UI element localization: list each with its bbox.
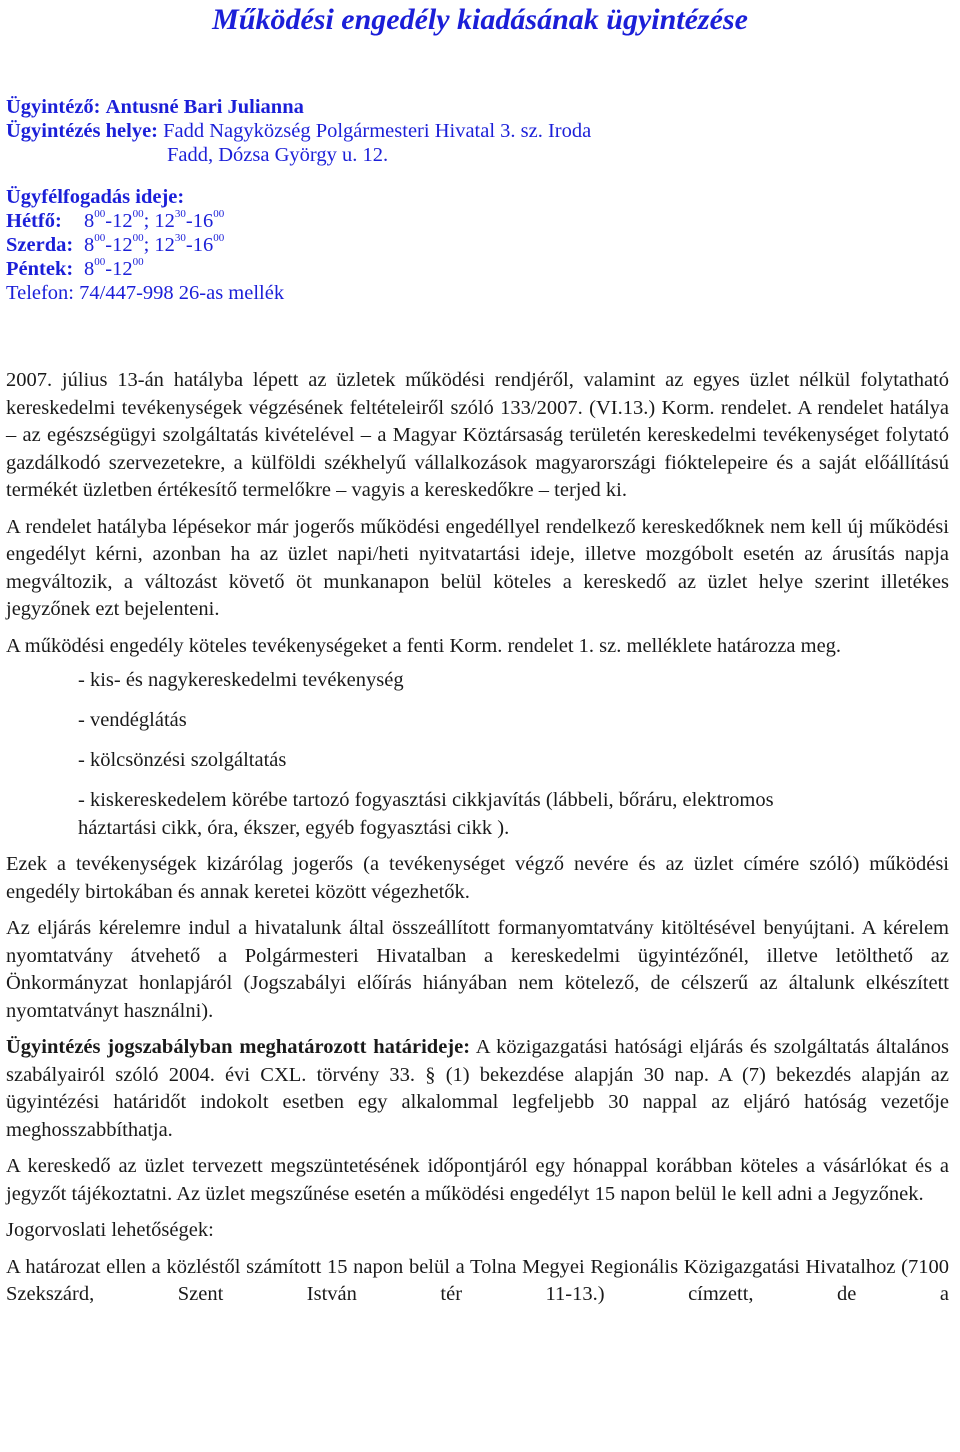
deadline-label: Ügyintézés jogszabályban meghatározott határideje:	[6, 1036, 471, 1058]
document-body	[6, 367, 949, 1309]
schedule-row-szerda: Szerda: $8^{00}-12^{00}$; $12^{30}-16^{00}$	[6, 232, 225, 256]
hely-row	[6, 119, 706, 143]
page-title: Működési engedély kiadásának ügyintézése	[212, 3, 748, 36]
schedule-row-pentek: Péntek: $8^{00}-12^{00}$	[6, 256, 144, 280]
paragraph-1: 2007. július 13-án hatályba lépett az üzletek működési rendjéről, valamint az egyes üzlet nélkül folytatható kereskedelmi tevékenységek végzésének feltételeiről szóló 133/2007. (VI.13.) Korm. rendelet. A rendelet hatálya – az egészségügyi szolgáltatás kivételével – a Magyar Köztársaság területén kereskedelmi tevékenységet folytató gazdálkodó szervezetekre, a külföldi székhelyű vállalkozások magyarországi fióktelepeire és a saját előállítású termékét üzletben értékesítő termelőkre – vagyis a kereskedőkre – terjed ki.	[6, 369, 949, 501]
fogadas-label: Ügyfélfogadás ideje:	[6, 186, 185, 208]
deadline-text: A közigazgatási hatósági eljárás és szolgáltatás általános szabályairól szóló 2004. évi CXL. törvény 33. § (1) bekezdése alapján 30 nap. A (7) bekezdés alapján az ügyintézési határidőt indokolt esetben egy alkalommal legfeljebb 30 nappal az eljáró hatóság vezetője meghosszabbíthatja.	[6, 1036, 950, 1141]
ugyintezo-row	[6, 95, 706, 119]
paragraph-4: Ezek a tevékenységek kizárólag jogerős (a tevékenységet végző nevére és az üzlet címére szóló) működési engedély birtokában és annak keretei között végezhetők.	[6, 853, 949, 903]
list-item: - kis- és nagykereskedelmi tevékenység	[78, 669, 404, 691]
ugyintezo-label: Ügyintéző:	[6, 96, 101, 118]
list-item: - kiskereskedelem körébe tartozó fogyasztási cikkjavítás (lábbeli, bőráru, elektromos háztartási cikk, óra, ékszer, egyéb fogyasztási cikk ).	[78, 789, 774, 839]
schedule-day: Szerda:	[6, 234, 74, 256]
ugyintezo-value: Antusné Bari Julianna	[105, 96, 304, 118]
paragraph-9: A határozat ellen a közléstől számított 15 napon belül a Tolna Megyei Regionális Közigazgatási Hivatalhoz (7100 Szekszárd, Szent István tér 11-13.) címzett, de a	[6, 1255, 949, 1305]
hely-value: Fadd Nagyközség Polgármesteri Hivatal 3. sz. Iroda	[163, 120, 592, 142]
list-item: - kölcsönzési szolgáltatás	[78, 749, 287, 771]
hely-label: Ügyintézés helye:	[6, 120, 158, 142]
activity-list	[78, 667, 949, 842]
schedule-row-hetfo: Hétfő: $8^{00}-12^{00}$; $12^{30}-16^{00}$	[6, 208, 225, 232]
hely-address: Fadd, Dózsa György u. 12.	[167, 144, 389, 166]
paragraph-3: A működési engedély köteles tevékenységeket a fenti Korm. rendelet 1. sz. melléklete határozza meg.	[6, 634, 842, 657]
schedule-day: Hétfő:	[6, 210, 62, 232]
contact-info	[6, 95, 706, 305]
paragraph-7: A kereskedő az üzlet tervezett megszüntetésének időpontjáról egy hónappal korábban köteles a vásárlókat és a jegyzőt tájékoztatni. Az üzlet megszűnése esetén a működési engedélyt 15 napon belül le kell adni a Jegyzőnek.	[6, 1155, 949, 1205]
paragraph-2: A rendelet hatályba lépésekor már jogerős működési engedéllyel rendelkező kereskedőknek nem kell új működési engedélyt kérni, azonban ha az üzlet napi/heti nyitvatartási ideje, illetve mozgóbolt esetén az árusítás napja megváltozik, a változást követő öt munkanapon belül köteles a kereskedő az üzlet helye szerint illetékes jegyzőnek ezt bejelenteni.	[6, 515, 949, 620]
telefon: Telefon: 74/447-998 26-as mellék	[6, 282, 285, 304]
paragraph-5: Az eljárás kérelemre indul a hivatalunk által összeállított formanyomtatvány kitöltésével benyújtani. A kérelem nyomtatvány átvehető a Polgármesteri Hivatalban a kereskedelmi ügyintézőnél, illetve letölthető az Önkormányzat honlapjáról (Jogszabályi előírás hiányában nem kötelező, de célszerű az általunk elkészített nyomtatványt használni).	[6, 917, 949, 1022]
schedule-day: Péntek:	[6, 258, 74, 280]
list-item: - vendéglátás	[78, 709, 187, 731]
paragraph-6	[6, 1034, 949, 1144]
paragraph-8: Jogorvoslati lehetőségek:	[6, 1219, 214, 1241]
